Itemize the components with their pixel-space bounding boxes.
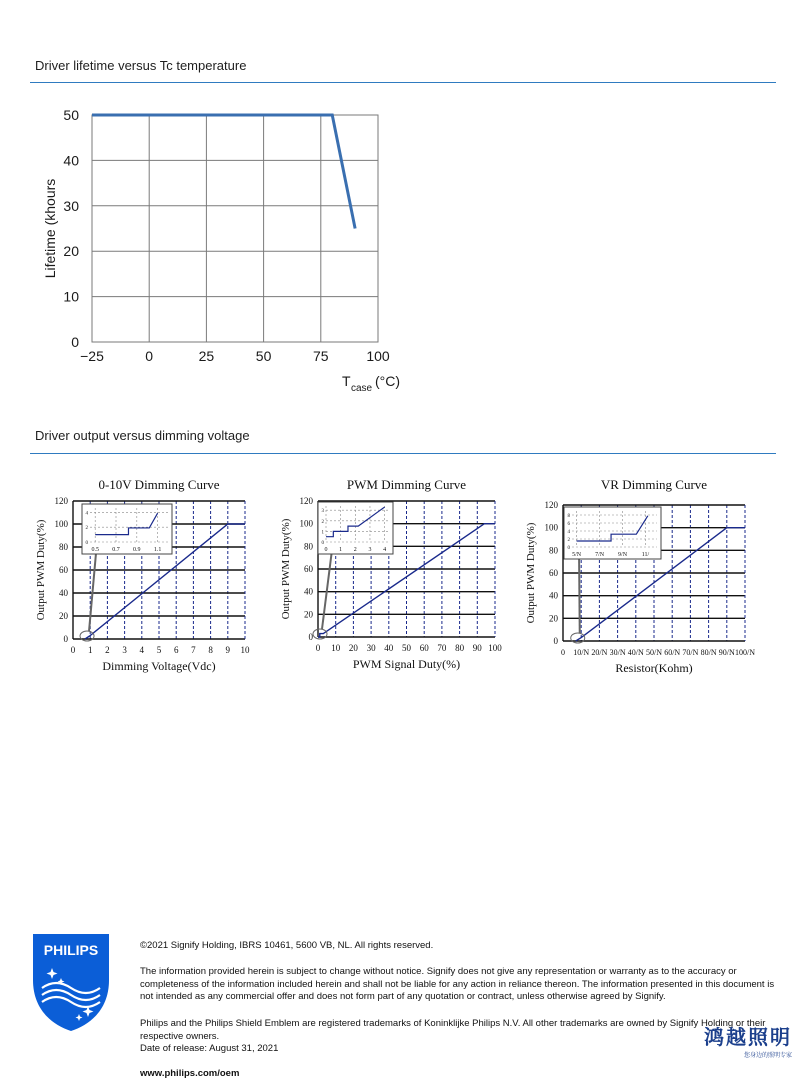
inset-x-tick-label: 3 (368, 547, 372, 553)
x-axis-label: Dimming Voltage(Vdc) (102, 659, 216, 673)
inset-y-tick-label: 6 (567, 522, 570, 527)
x-tick-label: 0 (70, 645, 76, 655)
x-tick-label: 25 (198, 348, 215, 364)
footer-trademark: Philips and the Philips Shield Emblem are registered trademarks of Koninklijke Philips N.V. All other trademarks are owned by Signify Holding or their respective owners. (140, 1018, 766, 1042)
y-axis-label: Output PWM Duty(%) (280, 518, 292, 620)
chart-title: 0-10V Dimming Curve (98, 477, 220, 492)
x-tick-label: 40/N (627, 648, 644, 657)
x-tick-label: 0 (315, 643, 321, 653)
x-tick-label: 100 (488, 643, 502, 653)
y-tick-label: 120 (544, 500, 558, 510)
x-axis-label-sub: case (351, 383, 373, 394)
x-tick-label: 6 (173, 645, 179, 655)
x-tick-label: 20/N (591, 648, 608, 657)
inset-y-tick-label: 0 (85, 541, 88, 546)
inset-y-tick-label: 4 (85, 511, 88, 517)
brand-cn-logo (704, 1021, 792, 1059)
y-tick-label: 50 (63, 107, 79, 123)
x-tick-label: 0 (561, 648, 565, 657)
y-tick-label: 40 (304, 586, 313, 597)
y-tick-label: 40 (549, 590, 558, 601)
x-tick-label: 50 (402, 643, 411, 653)
y-tick-label: 30 (63, 197, 79, 214)
x-tick-label: 50 (255, 348, 272, 364)
dimming-section-title: Driver output versus dimming voltage (35, 428, 250, 443)
x-tick-label: 10 (331, 643, 341, 653)
x-axis-label (342, 373, 400, 394)
plot-frame (92, 115, 378, 342)
x-tick-label: 70/N (682, 648, 699, 657)
philips-shield-logo (30, 932, 112, 1032)
footer-website-link[interactable]: www.philips.com/oem (140, 1068, 240, 1079)
section-divider (30, 453, 776, 454)
x-tick-label: 3 (122, 645, 127, 655)
x-tick-label: 40 (384, 643, 394, 653)
x-tick-label: 5 (156, 645, 162, 655)
y-tick-label: 10 (63, 288, 79, 305)
x-tick-label: 80/N (700, 648, 717, 657)
y-tick-label: 80 (549, 545, 558, 556)
x-tick-label: 7 (191, 645, 196, 655)
x-tick-label: 20 (348, 643, 358, 653)
y-tick-label: 20 (304, 609, 313, 620)
y-tick-label: 80 (59, 542, 68, 552)
inset-y-tick-label: 2 (85, 526, 88, 532)
y-tick-label: 20 (549, 613, 558, 624)
inset-x-tick-label: 9/N (618, 552, 628, 558)
dimming-vr-chart (520, 474, 790, 680)
x-tick-label: 100 (366, 348, 390, 364)
inset-x-tick-label: 0 (324, 547, 328, 553)
lifetime-series-line (92, 115, 355, 229)
y-tick-label: 60 (304, 564, 313, 574)
x-tick-label: 90 (472, 643, 482, 653)
inset-x-tick-label: 0.5 (91, 547, 99, 553)
x-tick-label: 30/N (609, 648, 626, 657)
inset-y-tick-label: 8 (567, 514, 570, 519)
footer-release-date: Date of release: August 31, 2021 (140, 1043, 279, 1054)
y-axis-label: Output PWM Duty(%) (525, 522, 537, 624)
x-tick-label: −25 (80, 348, 104, 364)
x-tick-label: 2 (105, 645, 110, 655)
y-tick-label: 80 (304, 541, 313, 552)
inset-y-tick-label: 0 (321, 541, 324, 546)
y-tick-label: 0 (63, 634, 68, 644)
logo-wordmark: PHILIPS (43, 942, 99, 958)
inset-y-tick-label: 2 (567, 538, 570, 543)
inset-y-tick-label: 4 (567, 530, 570, 535)
dimming-0-10v-chart (30, 474, 265, 680)
dimming-pwm-chart (275, 474, 510, 680)
x-tick-label: 60 (419, 643, 429, 653)
x-tick-label: 4 (139, 645, 145, 655)
chart-title: VR Dimming Curve (600, 477, 708, 492)
lifetime-chart (0, 95, 420, 400)
y-tick-label: 120 (54, 496, 68, 506)
y-tick-label: 20 (63, 243, 79, 260)
y-tick-label: 40 (63, 152, 79, 169)
x-tick-label: 8 (208, 645, 213, 655)
inset-x-tick-label: 1.1 (153, 547, 162, 553)
inset-x-tick-label: 2 (353, 547, 357, 553)
y-tick-label: 40 (59, 588, 68, 598)
y-axis-label: Lifetime (khours (42, 178, 58, 279)
inset-x-tick-label: 7/N (595, 552, 605, 558)
brand-cn-tagline: 您身边的照明专家 (743, 1052, 792, 1059)
x-axis-label-main: T (342, 373, 351, 389)
inset-y-tick-label: 0 (567, 546, 570, 551)
inset-x-tick-label: 0.7 (112, 547, 120, 553)
y-tick-label: 120 (299, 496, 313, 506)
x-tick-label: 90/N (718, 648, 735, 657)
x-tick-label: 80 (455, 643, 465, 653)
zoom-leader-line (322, 542, 333, 629)
inset-x-tick-label: 11/ (641, 552, 650, 558)
y-tick-label: 60 (549, 568, 558, 578)
y-tick-label: 100 (54, 519, 68, 529)
x-tick-label: 1 (87, 645, 93, 655)
x-axis-label: Resistor(Kohm) (615, 661, 693, 675)
x-axis-label: PWM Signal Duty(%) (352, 657, 461, 671)
x-tick-label: 9 (225, 645, 231, 655)
y-tick-label: 100 (544, 522, 558, 533)
section-divider (30, 82, 776, 83)
x-tick-label: 75 (313, 348, 329, 364)
y-tick-label: 0 (308, 632, 313, 642)
inset-x-tick-label: 1 (339, 547, 343, 553)
zoom-leader-line (579, 547, 580, 633)
inset-x-tick-label: 5/N (572, 552, 582, 558)
inset-y-tick-label: 3 (321, 509, 324, 515)
inset-y-tick-label: 2 (321, 519, 324, 525)
inset-x-tick-label: 0.9 (133, 547, 141, 553)
brand-cn-name: 鸿越照明 (704, 1025, 792, 1049)
x-tick-label: 10/N (573, 648, 590, 657)
x-tick-label: 10 (240, 645, 250, 655)
x-tick-label: 30 (366, 643, 376, 653)
y-tick-label: 0 (71, 334, 79, 350)
lifetime-section-title: Driver lifetime versus Tc temperature (35, 58, 247, 73)
x-tick-label: 50/N (646, 648, 662, 657)
y-tick-label: 100 (299, 518, 313, 529)
footer-disclaimer: The information provided herein is subject to change without notice. Signify does not give any representation or warranty as to the accuracy or completeness of the information included herein and shall not be liable for any action in reliance thereon. The information presented in this document is not intended as any commercial offer and does not form part of any quotation or contract, unless otherwise agreed by Signify. (140, 966, 775, 1002)
x-tick-label: 70 (437, 643, 447, 653)
y-tick-label: 60 (59, 565, 68, 575)
x-tick-label: 100/N (735, 648, 755, 657)
x-tick-label: 0 (145, 348, 154, 364)
y-axis-label: Output PWM Duty(%) (35, 519, 47, 621)
chart-title: PWM Dimming Curve (346, 477, 467, 492)
inset-y-tick-label: 1 (321, 530, 324, 536)
x-axis-label-unit: (°C) (375, 373, 401, 389)
inset-x-tick-label: 4 (383, 547, 387, 553)
footer-copyright: ©2021 Signify Holding, IBRS 10461, 5600 VB, NL. All rights reserved. (140, 940, 434, 951)
x-tick-label: 60/N (664, 648, 681, 657)
y-tick-label: 0 (553, 636, 558, 646)
y-tick-label: 20 (59, 611, 68, 621)
